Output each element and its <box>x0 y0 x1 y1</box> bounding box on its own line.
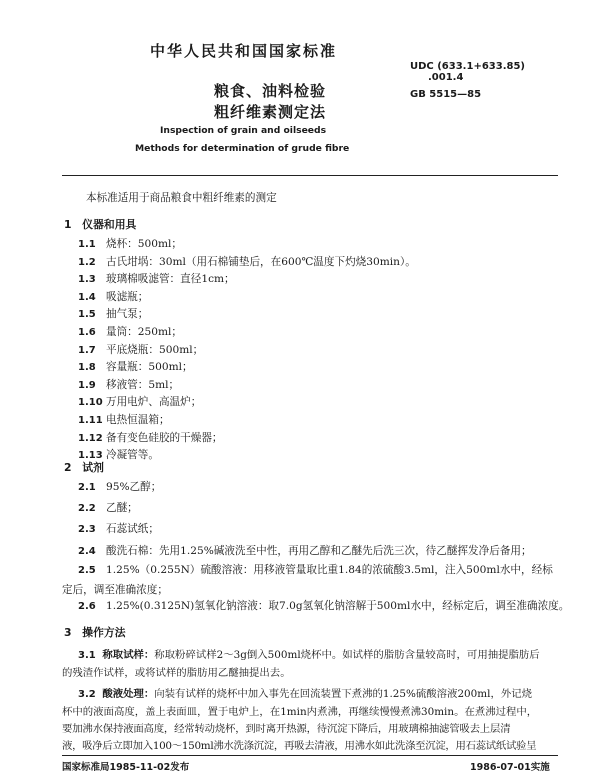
paragraph-3.1-line-1 <box>78 646 540 661</box>
english-title-line-1: Inspection of grain and oilseeds <box>160 125 327 136</box>
list-item <box>78 396 201 409</box>
item-text: 移液管：5ml； <box>106 378 180 391</box>
list-item <box>78 256 416 269</box>
item-text: 烧杯：500ml； <box>106 238 183 250</box>
standard-org-title: 中华人民共和国国家标准 <box>150 42 338 60</box>
list-item <box>78 291 148 304</box>
item-number: 1.3 <box>78 274 96 286</box>
item-number: 1.13 <box>78 450 103 462</box>
item-text: 吸滤瓶； <box>106 290 149 303</box>
item-number: 1.6 <box>78 327 96 338</box>
title-line-1: 粮食、油料检验 <box>214 82 327 100</box>
item-text: 万用电炉、高温炉； <box>106 396 202 409</box>
item-text: 石蕊试纸； <box>106 523 159 536</box>
item-number: 1.2 <box>78 256 96 268</box>
item-text: 1.25%（0.255N）硫酸溶液：用移液管量取比重1.84的浓硫酸3.5ml，注入500ml水中，经标 <box>106 564 553 576</box>
item-number: 2.2 <box>78 503 96 515</box>
list-item <box>78 379 179 392</box>
item-number: 3.1 <box>78 650 96 661</box>
paragraph-heading: 称取试样： <box>102 649 155 661</box>
list-item <box>78 326 182 339</box>
item-number: 3.2 <box>78 689 96 700</box>
paragraph-3.2-line-1 <box>78 685 532 700</box>
list-item <box>78 414 170 427</box>
list-item <box>78 308 148 321</box>
english-title-line-2: Methods for determination of grude fibre <box>135 143 350 154</box>
list-item <box>78 481 161 494</box>
effective-date: 1986-07-01实施 <box>470 762 550 773</box>
item-number: 1.12 <box>78 432 103 444</box>
list-item <box>78 344 203 357</box>
section-2-item-2.5-continuation: 定后，调至准确浓度； <box>62 584 168 596</box>
item-text: 容量瓶：500ml； <box>106 361 193 374</box>
list-item <box>78 523 159 536</box>
title-line-2: 粗纤维素测定法 <box>214 103 327 121</box>
gb-number: GB 5515—85 <box>410 89 482 100</box>
item-number: 1.1 <box>78 239 96 250</box>
paragraph-heading: 酸液处理： <box>102 688 155 700</box>
section-2-heading: 2 试剂 <box>64 461 104 474</box>
item-number: 1.8 <box>78 362 96 374</box>
item-number: 2.5 <box>78 565 96 576</box>
item-number: 2.4 <box>78 546 96 557</box>
list-item <box>78 238 182 251</box>
item-text: 平底烧瓶：500ml； <box>106 343 204 356</box>
item-text: 1.25%(0.3125N)氢氧化钠溶液：取7.0g氢氧化钠溶解于500ml水中，经标定后，调至准确浓度。 <box>106 600 570 612</box>
paragraph-text: 称取粉碎试样2～3g倒入500ml烧杯中。如试样的脂肪含量较高时，可用抽提脂肪后 <box>154 649 540 661</box>
scope-statement: 本标准适用于商品粮食中粗纤维素的测定 <box>86 192 277 204</box>
item-number: 2.1 <box>78 482 96 493</box>
item-text: 量筒：250ml； <box>106 326 183 338</box>
section-2-item-2.5 <box>78 564 553 577</box>
item-text: 95%乙醇； <box>106 481 162 493</box>
paragraph-text: 向装有试样的烧杯中加入事先在回流装置下煮沸的1.25%硫酸溶液200ml，外记烧 <box>154 688 533 700</box>
header-divider <box>62 175 558 176</box>
list-item <box>78 273 235 286</box>
item-number: 1.10 <box>78 397 103 409</box>
item-text: 玻璃棉吸滤管：直径1cm； <box>106 273 235 286</box>
item-text: 古氏坩埚：30ml（用石棉铺垫后，在600℃温度下灼烧30min）。 <box>106 255 416 268</box>
paragraph-3.1-line-2: 的残渣作试样，或将试样的脂肪用乙醚抽提出去。 <box>62 667 291 679</box>
footer-divider <box>62 755 558 756</box>
item-text: 酸洗石棉：先用1.25%碱液洗至中性，再用乙醇和乙醚先后洗三次，待乙醚挥发净后备用； <box>106 545 532 557</box>
paragraph-3.2-line-4: 液，吸净后立即加入100～150ml沸水洗涤沉淀，再吸去清液，用沸水如此洗涤至沉淀，用石蕊试纸试验呈 <box>62 740 537 752</box>
list-item <box>78 502 138 515</box>
item-number: 1.7 <box>78 344 96 356</box>
section-1-heading: 1 仪器和用具 <box>64 218 137 231</box>
item-text: 冷凝管等。 <box>106 449 159 462</box>
section-2-item-2.4 <box>78 545 532 558</box>
paragraph-3.2-line-2: 杯中的液面高度，盖上表面皿，置于电炉上，在1min内煮沸，再继续慢慢煮沸30min。在煮沸过程中， <box>62 706 538 718</box>
item-text: 抽气泵； <box>106 308 149 321</box>
list-item <box>78 361 193 374</box>
item-text: 电热恒温箱； <box>106 414 170 426</box>
item-number: 1.11 <box>78 415 103 426</box>
item-number: 1.5 <box>78 309 96 321</box>
udc-classification-sub: .001.4 <box>428 72 464 83</box>
issue-date: 国家标准局1985-11-02发布 <box>62 762 190 773</box>
item-number: 2.6 <box>78 601 96 612</box>
udc-classification: UDC (633.1+633.85) <box>410 61 525 72</box>
item-number: 1.9 <box>78 379 96 391</box>
item-number: 2.3 <box>78 524 96 536</box>
item-number: 1.4 <box>78 291 96 303</box>
list-item <box>78 432 223 445</box>
section-3-heading: 3 操作方法 <box>64 626 126 639</box>
section-2-item-2.6 <box>78 600 569 613</box>
item-text: 备有变色硅胶的干燥器； <box>106 431 223 444</box>
item-text: 乙醚； <box>106 502 138 515</box>
paragraph-3.2-line-3: 要加沸水保持液面高度，经常转动烧杯，到时离开热源，待沉淀下降后，用玻璃棉抽滤管吸去上层清 <box>62 723 511 735</box>
